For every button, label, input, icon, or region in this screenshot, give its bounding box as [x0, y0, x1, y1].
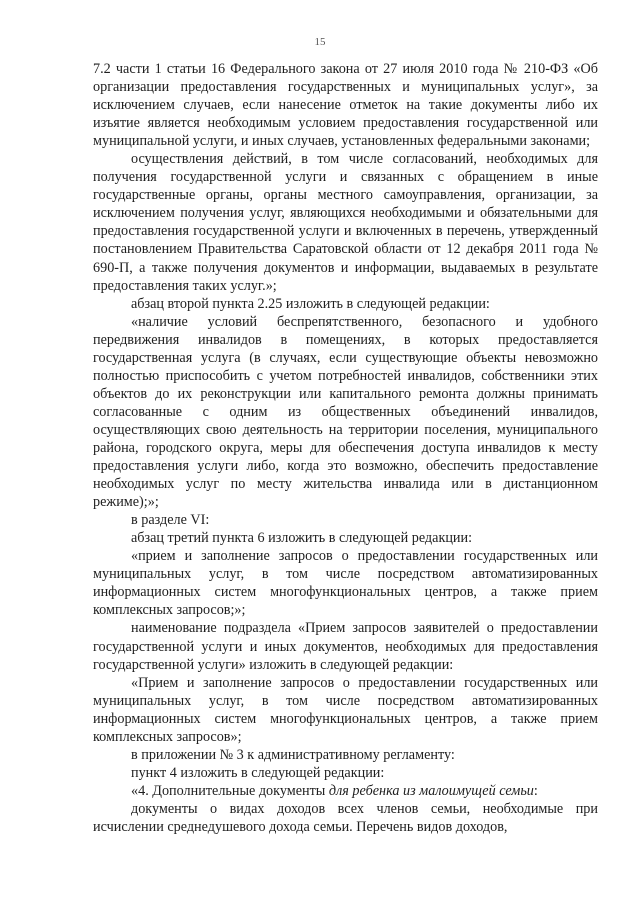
paragraph-4: «наличие условий беспрепятственного, безопасного и удобного передвижения инвалидов в помещениях, в которых предоставляется государственная услуга (в случаях, если существующие объекты невозможно полностью приспособить с учетом потребностей инвалидов, собственники этих объектов до их реконструкции или капитального ремонта должны принимать согласованные с одним из общественных объединений инвалидов, осуществляющих свою деятельность на территории поселения, муниципального района, городского округа, меры для обеспечения доступа инвалидов к месту предоставления услуги либо, когда это возможно, обеспечить предоставление необходимых услуг по месту жительства инвалида или в дистанционном режиме);»; [93, 313, 598, 511]
paragraph-12-italic: для ребенка из малоимущей семьи [328, 782, 534, 799]
paragraph-12-tail: : [533, 782, 538, 799]
paragraph-12 [93, 782, 598, 800]
paragraph-7: «прием и заполнение запросов о предоставлении государственных или муниципальных услуг, в том числе посредством автоматизированных информационных систем многофункциональных центров, а также прием комплексных запросов;»; [93, 548, 598, 619]
paragraph-2: осуществления действий, в том числе согласований, необходимых для получения государственной услуги и связанных с обращением в иные государственные органы, органы местного самоуправления, организации, за исключением получения услуг, являющихся необходимыми и обязательными для предоставления государственной услуги и включенных в перечень, утвержденный постановлением Правительства Саратовской области от 12 декабря 2011 года № 690-П, а также получения документов и информации, выдаваемых в результате предоставления таких услуг.»; [93, 151, 598, 294]
page-number: 15 [314, 36, 326, 48]
paragraph-10: в приложении № 3 к административному регламенту: [131, 746, 455, 763]
paragraph-9: «Прием и заполнение запросов о предоставлении государственных или муниципальных услуг, в том числе посредством автоматизированных информационных систем многофункциональных центров, а также прием комплексных запросов»; [93, 674, 598, 745]
paragraph-1: 7.2 части 1 статьи 16 Федерального закона от 27 июля 2010 года № 210-ФЗ «Об организации предоставления государственных и муниципальных услуг», за исключением случаев, если нанесение отметок на такие документы либо их изъятие является необходимым условием предоставления государственной или муниципальной услуги, и иных случаев, установленных федеральными законами; [93, 61, 598, 150]
paragraph-6: абзац третий пункта 6 изложить в следующей редакции: [131, 530, 473, 547]
document-body [93, 60, 598, 836]
paragraph-8: наименование подраздела «Прием запросов заявителей о предоставлении государственной услуги и иных документов, необходимых для предоставления государственной услуги» изложить в следующей редакции: [93, 620, 598, 673]
paragraph-12-plain: «4. Дополнительные документы [131, 782, 329, 799]
paragraph-3: абзац второй пункта 2.25 изложить в следующей редакции: [131, 295, 490, 312]
paragraph-5: в разделе VI: [131, 512, 210, 529]
paragraph-11: пункт 4 изложить в следующей редакции: [131, 764, 385, 781]
paragraph-13: документы о видах доходов всех членов семьи, необходимые при исчислении среднедушевого дохода семьи. Перечень видов доходов, [93, 800, 598, 835]
